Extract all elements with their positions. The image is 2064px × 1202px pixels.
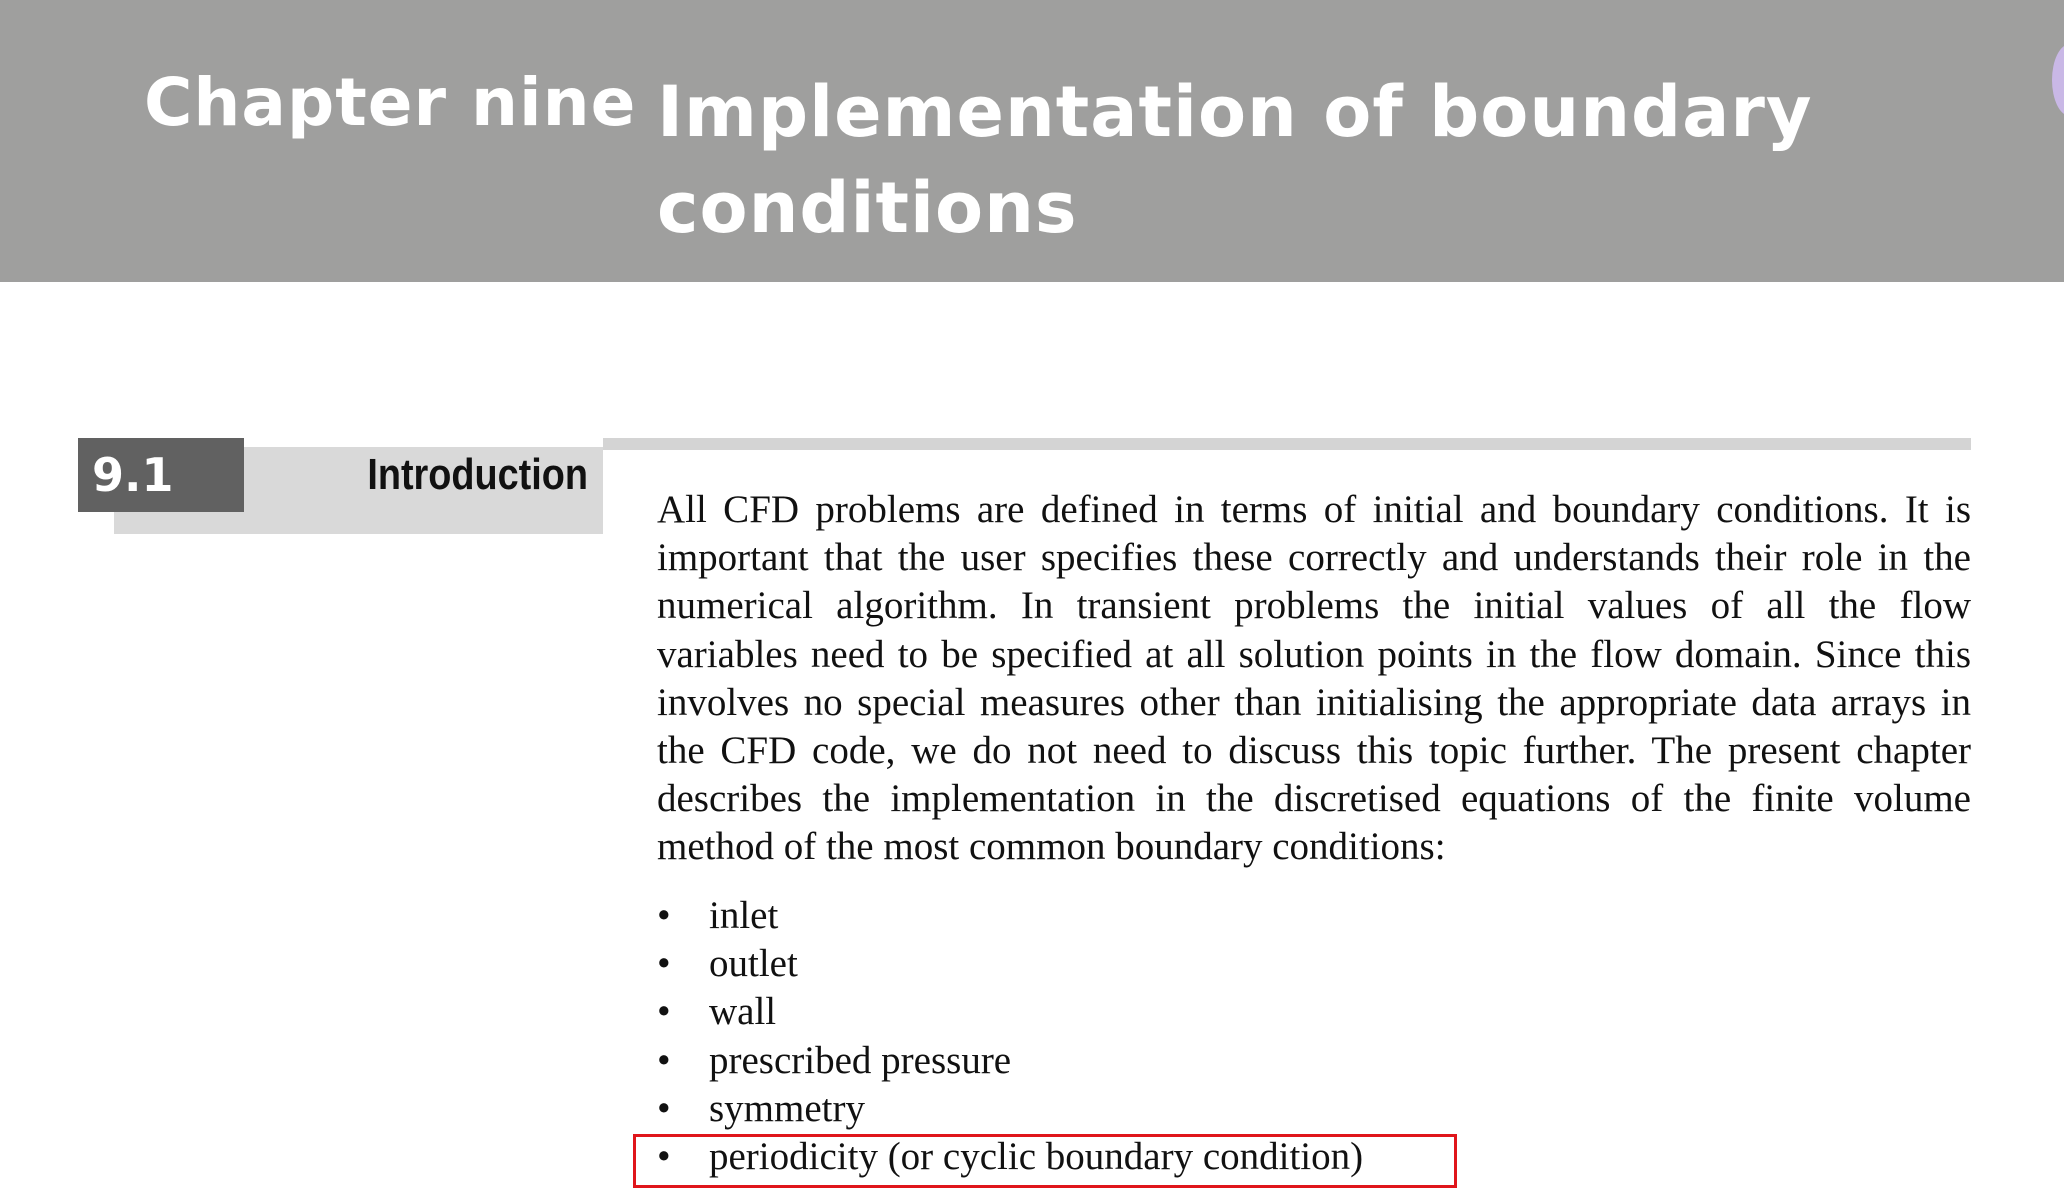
bullet-icon: • xyxy=(657,1038,671,1082)
chapter-label: Chapter nine xyxy=(144,64,637,141)
list-item-text: symmetry xyxy=(709,1086,865,1130)
list-item xyxy=(657,988,1363,1036)
section-rule xyxy=(603,438,1971,450)
list-item-text: periodicity (or cyclic boundary condition) xyxy=(709,1135,1364,1179)
highlight-box xyxy=(633,1134,1457,1188)
bullet-icon: • xyxy=(657,990,671,1034)
list-item-text: wall xyxy=(709,990,777,1034)
list-item xyxy=(657,892,1363,940)
bullet-icon: • xyxy=(657,1135,671,1179)
list-item xyxy=(657,940,1363,988)
bullet-icon: • xyxy=(657,1086,671,1130)
section-title: Introduction xyxy=(367,450,588,499)
section-number: 9.1 xyxy=(92,448,174,502)
list-item-text: outlet xyxy=(709,942,798,986)
list-item-text: prescribed pressure xyxy=(709,1038,1012,1082)
list-item xyxy=(657,1085,1363,1133)
list-item xyxy=(657,1037,1363,1085)
chapter-title: Implementation of boundary conditions xyxy=(657,71,1813,249)
list-item-text: inlet xyxy=(709,894,779,937)
body-paragraph: All CFD problems are defined in terms of initial and boundary conditions. It is important that the user specifies these correctly and understands their role in the numerical algorithm. In transient problems the initial values of all the flow variables need to be specified at all solution points in the flow domain. Since this involves no special measures other than initialising the appropriate data arrays in the CFD code, we do not need to discuss this topic further. The present chapter describes the implementation in the discretised equations of the finite volume method of the most common boundary conditions: xyxy=(657,488,1971,869)
bullet-icon: • xyxy=(657,942,671,986)
bullet-icon: • xyxy=(657,894,671,937)
